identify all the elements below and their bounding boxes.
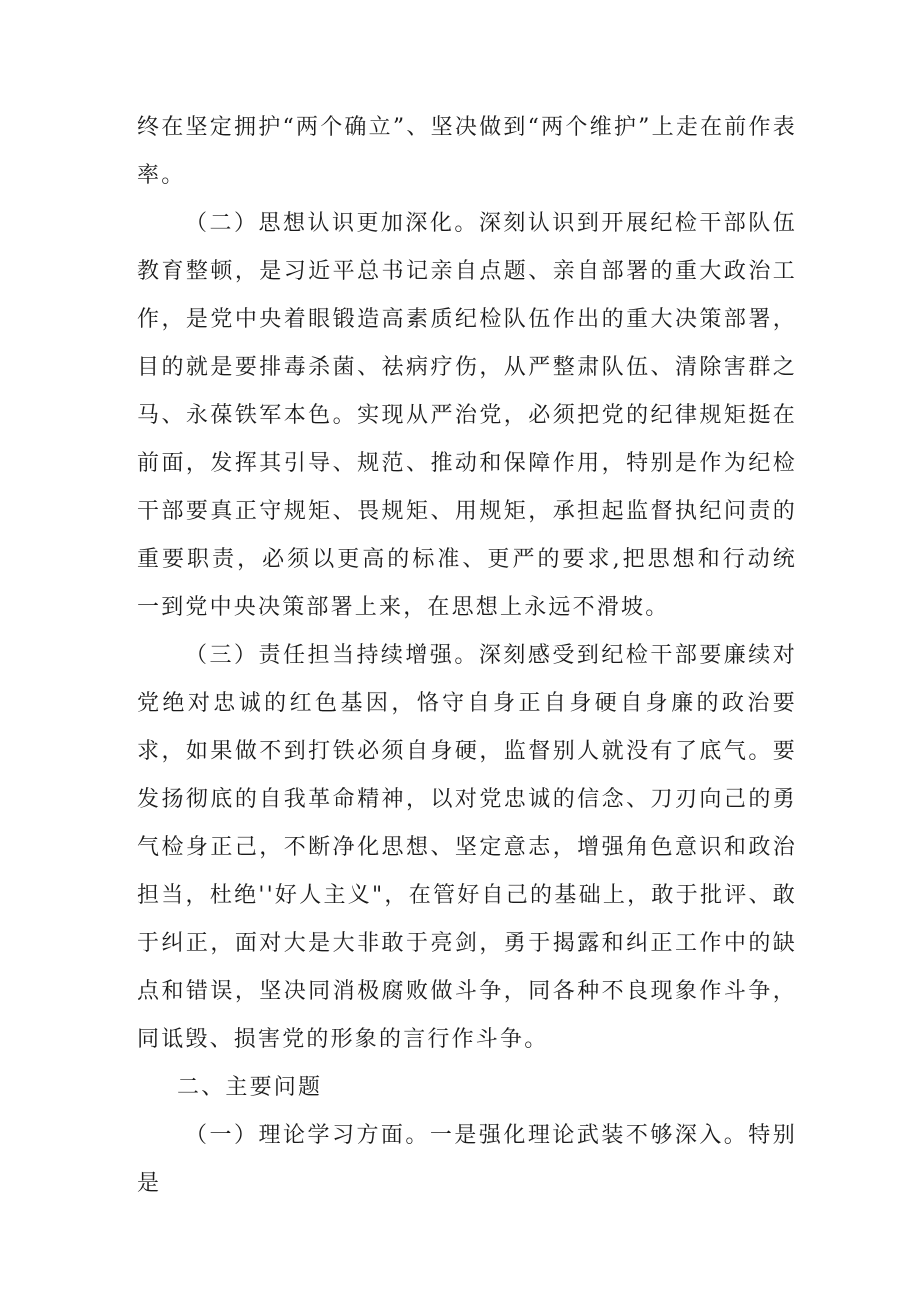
document-body bbox=[137, 104, 797, 1208]
paragraph-theory-study: （一）理论学习方面。一是强化理论武装不够深入。特别是 bbox=[137, 1123, 797, 1196]
section-heading-main-problems: 二、主要问题 bbox=[177, 1075, 323, 1100]
paragraph-thinking-deepened: （二）思想认识更加深化。深刻认识到开展纪检干部队伍教育整顿，是习近平总书记亲自点题、亲自部署的重大政治工作，是党中央着眼锻造高素质纪检队伍作出的重大决策部署，目的就是要排毒杀菌、祛病疗伤，从严整肃队伍、清除害群之马、永葆铁军本色。实现从严治党，必须把党的纪律规矩挺在前面，发挥其引导、规范、推动和保障作用，特别是作为纪检干部要真正守规矩、畏规矩、用规矩，承担起监督执纪问责的重要职责，必须以更高的标准、更严的要求,把思想和行动统一到党中央决策部署上来，在思想上永远不滑坡。 bbox=[137, 211, 797, 620]
paragraph-continuation: 终在坚定拥护“两个确立”、坚决做到“两个维护”上走在前作表率。 bbox=[137, 115, 797, 188]
paragraph-responsibility-strengthened: （三）责任担当持续增强。深刻感受到纪检干部要廉续对党绝对忠诚的红色基因，恪守自身正自身硬自身廉的政治要求，如果做不到打铁必须自身硬，监督别人就没有了底气。要发扬彻底的自我革命精神，以对党忠诚的信念、刀刃向己的勇气检身正己，不断净化思想、坚定意志，增强角色意识和政治担当，杜绝''好人主义"，在管好自己的基础上，敢于批评、敢于纠正，面对大是大非敢于亮剑，勇于揭露和纠正工作中的缺点和错误，坚决同消极腐败做斗争，同各种不良现象作斗争，同诋毁、损害党的形象的言行作斗争。 bbox=[137, 643, 797, 1052]
